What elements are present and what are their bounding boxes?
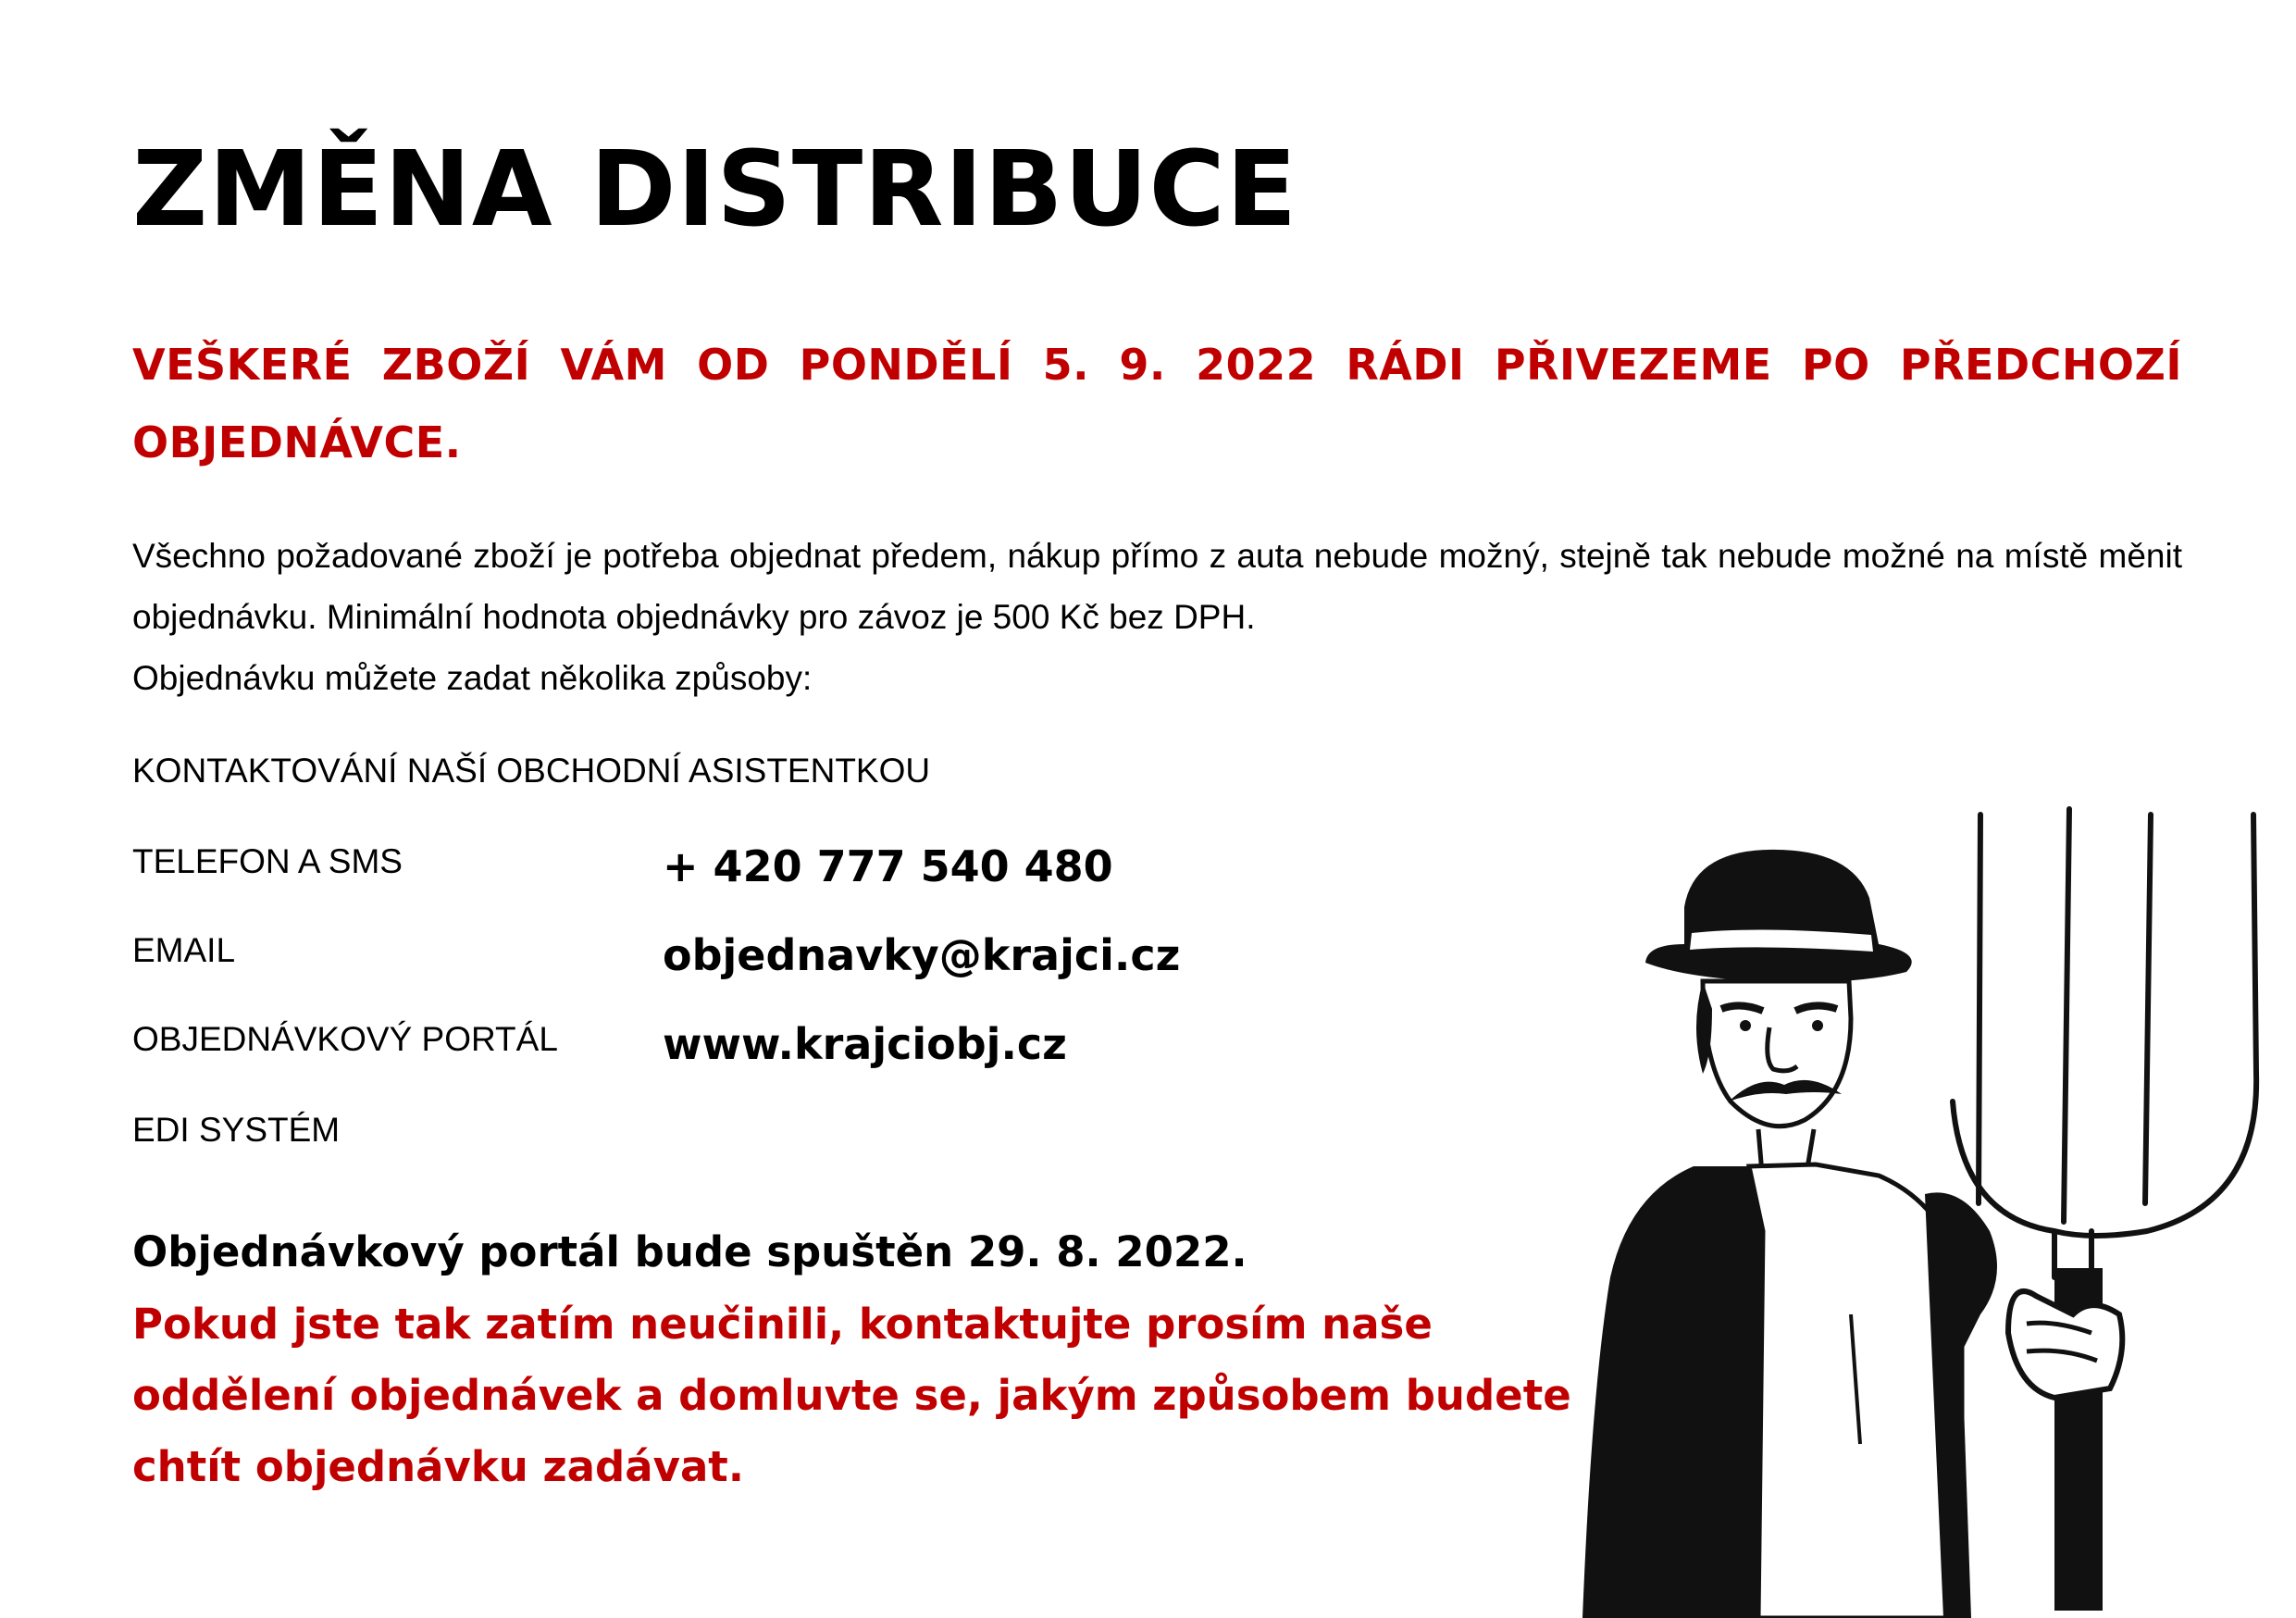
portal-launch-note: Objednávkový portál bude spuštěn 29. 8. 2022.: [132, 1227, 1247, 1276]
headline-announcement: VEŠKERÉ ZBOŽÍ VÁM OD PONDĚLÍ 5. 9. 2022 RÁDI PŘIVEZEME PO PŘEDCHOZÍ OBJEDNÁVCE.: [132, 340, 2182, 467]
intro-paragraph: Všechno požadované zboží je potřeba objednat předem, nákup přímo z auta nebude možný, stejně tak nebude možné na místě měnit objednávku. Minimální hodnota objednávky pro závoz je 500 Kč bez DPH.: [132, 537, 2182, 636]
methods-lead: Objednávku můžete zadat několika způsoby:: [132, 659, 813, 697]
phone-value[interactable]: + 420 777 540 480: [663, 841, 1113, 891]
closing-note: Pokud jste tak zatím neučinili, kontaktujte prosím naše oddělení objednávek a domluvte se, jakým způsobem budete chtít objednávku zadávat.: [132, 1300, 1571, 1491]
farmer-illustration: [1573, 796, 2277, 1618]
email-label: EMAIL: [132, 931, 236, 969]
portal-label: OBJEDNÁVKOVÝ PORTÁL: [132, 1020, 558, 1058]
edi-label: EDI SYSTÉM: [132, 1111, 341, 1149]
phone-label: TELEFON A SMS: [132, 842, 403, 880]
intro-text: [132, 526, 2182, 709]
pitchfork-icon: [1953, 809, 2256, 1611]
farmer-figure: [1582, 850, 2122, 1618]
contact-heading: KONTAKTOVÁNÍ NAŠÍ OBCHODNÍ ASISTENTKOU: [132, 752, 931, 790]
portal-link[interactable]: www.krajciobj.cz: [663, 1019, 1067, 1069]
page-title: ZMĚNA DISTRIBUCE: [132, 130, 1298, 250]
email-link[interactable]: objednavky@krajci.cz: [663, 930, 1181, 980]
